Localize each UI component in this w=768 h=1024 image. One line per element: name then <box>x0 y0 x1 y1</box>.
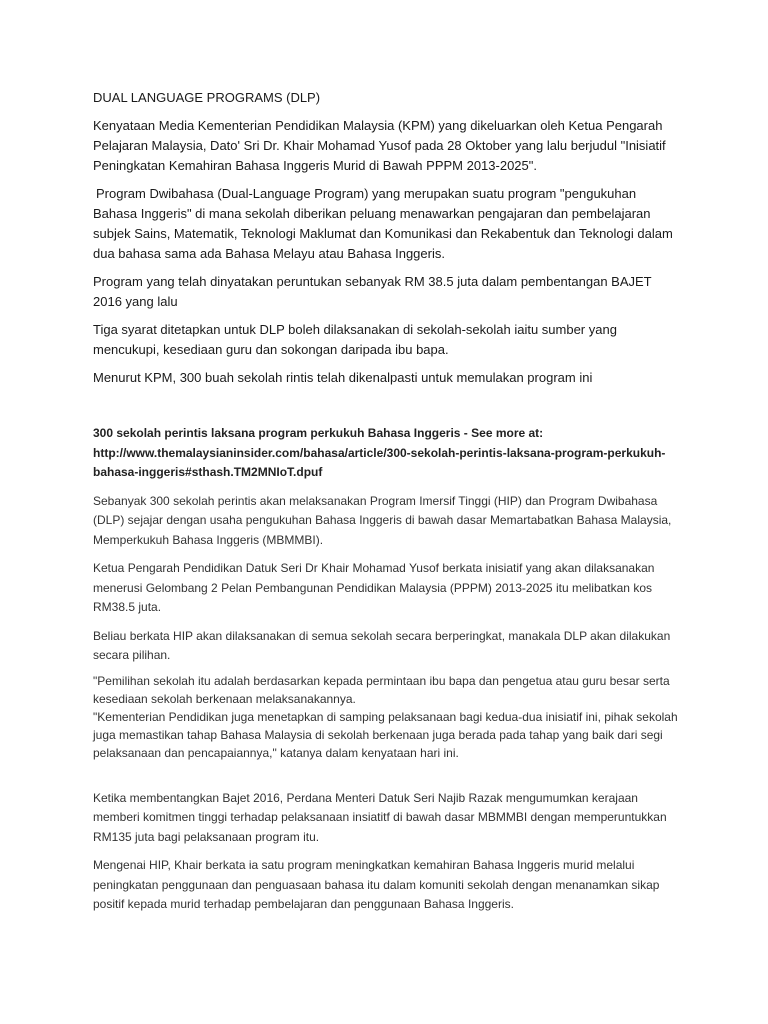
article-paragraph: Beliau berkata HIP akan dilaksanakan di semua sekolah secara berperingkat, manakala DLP akan dilakukan secara pilihan. <box>93 628 671 662</box>
article-quote: "Pemilihan sekolah itu adalah berdasarkan kepada permintaan ibu bapa dan pengetua atau guru besar serta kesediaan sekolah berkenaan melaksanakannya. <box>93 673 670 706</box>
intro-paragraph: Program Dwibahasa (Dual-Language Program) yang merupakan suatu program "pengukuhan Bahasa Inggeris" di mana sekolah diberikan peluang menawarkan pengajaran dan pembelajaran subjek Sains, Matematik, Teknologi Maklumat dan Komunikasi dan Rekabentuk dan Teknologi dalam dua bahasa sama ada Bahasa Melayu atau Bahasa Inggeris. <box>93 186 673 261</box>
intro-section <box>93 88 683 388</box>
article-paragraph: Sebanyak 300 sekolah perintis akan melaksanakan Program Imersif Tinggi (HIP) dan Program Dwibahasa (DLP) sejajar dengan usaha pengukuhan Bahasa Inggeris di bawah dasar Memartabatkan Bahasa Malaysia, Memperkukuh Bahasa Inggeris (MBMMBI). <box>93 493 672 547</box>
intro-paragraph: Tiga syarat ditetapkan untuk DLP boleh dilaksanakan di sekolah-sekolah iaitu sumber yang mencukupi, kesediaan guru dan sokongan daripada ibu bapa. <box>93 322 617 357</box>
article-paragraph: Ketua Pengarah Pendidikan Datuk Seri Dr Khair Mohamad Yusof berkata inisiatif yang akan dilaksanakan menerusi Gelombang 2 Pelan Pembangunan Pendidikan Malaysia (PPPM) 2013-2025 itu melibatkan kos RM38.5 juta. <box>93 561 655 614</box>
article-headline: 300 sekolah perintis laksana program perkukuh Bahasa Inggeris - See more at: http://www.themalaysianinsider.com/bahasa/article/300-sekolah-perintis-laksana-program-perkukuh-bahasa-inggeris#sthash.TM2MNIoT.dpuf <box>93 426 666 479</box>
article-section <box>93 492 683 915</box>
article-quote: "Kementerian Pendidikan juga menetapkan di samping pelaksanaan bagi kedua-dua inisiatif ini, pihak sekolah juga memastikan tahap Bahasa Malaysia di sekolah berkenaan juga berada pada tahap yang baik dari segi pelaksanaan dan pencapaiannya," katanya dalam kenyataan hari ini. <box>93 709 678 760</box>
intro-paragraph: Menurut KPM, 300 buah sekolah rintis telah dikenalpasti untuk memulakan program ini <box>93 370 593 385</box>
intro-paragraph: Kenyataan Media Kementerian Pendidikan Malaysia (KPM) yang dikeluarkan oleh Ketua Pengarah Pelajaran Malaysia, Dato' Sri Dr. Khair Mohamad Yusof pada 28 Oktober yang lalu berjudul "Inisiatif Peningkatan Kemahiran Bahasa Inggeris Murid di Bawah PPPM 2013-2025". <box>93 118 666 173</box>
document-title: DUAL LANGUAGE PROGRAMS (DLP) <box>93 90 321 105</box>
article-paragraph: Ketika membentangkan Bajet 2016, Perdana Menteri Datuk Seri Najib Razak mengumumkan kerajaan memberi komitmen tinggi terhadap pelaksanaan insiatitf di bawah dasar MBMMBI dengan memperuntukkan RM135 juta bagi pelaksanaan program itu. <box>93 790 667 844</box>
article-paragraph: Mengenai HIP, Khair berkata ia satu program meningkatkan kemahiran Bahasa Inggeris murid melalui peningkatan penggunaan dan penguasaan bahasa itu dalam komuniti sekolah dengan menanamkan sikap positif kepada murid terhadap pembelajaran dan penggunaan Bahasa Inggeris. <box>93 858 660 911</box>
intro-paragraph: Program yang telah dinyatakan peruntukan sebanyak RM 38.5 juta dalam pembentangan BAJET 2016 yang lalu <box>93 274 652 309</box>
document-body <box>93 88 683 915</box>
